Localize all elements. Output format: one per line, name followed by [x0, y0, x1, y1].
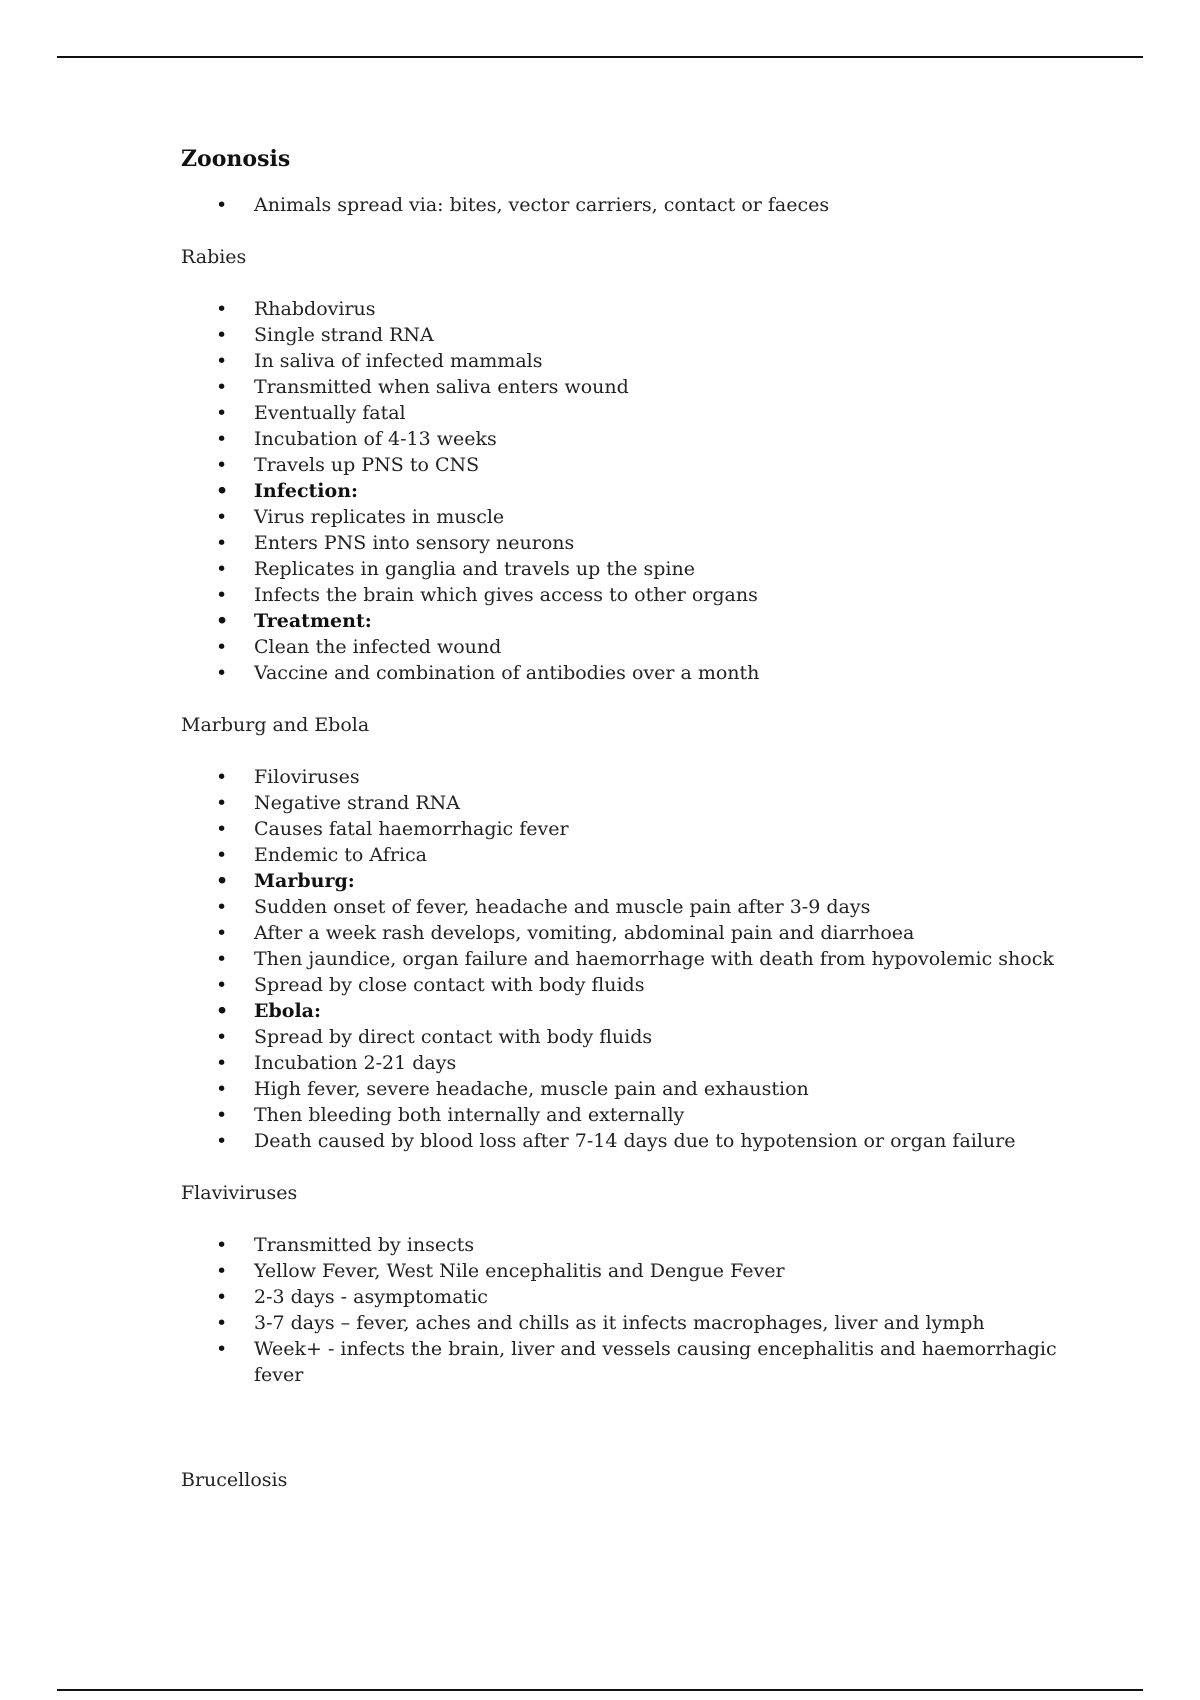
document-title: Zoonosis: [181, 146, 291, 172]
list-item: • Then bleeding both internally and externally: [181, 1102, 1061, 1128]
list-item: • In saliva of infected mammals: [181, 348, 1061, 374]
list-item: • Then jaundice, organ failure and haemorrhage with death from hypovolemic shock: [181, 946, 1061, 972]
list-item: • Sudden onset of fever, headache and muscle pain after 3-9 days: [181, 894, 1061, 920]
section-heading-brucellosis: Brucellosis: [181, 1469, 288, 1491]
list-subheading-infection: • Infection:: [181, 478, 1061, 504]
list-item: • Transmitted by insects: [181, 1232, 1061, 1258]
flaviviruses-list: [181, 1232, 1061, 1388]
list-item: • Causes fatal haemorrhagic fever: [181, 816, 1061, 842]
rabies-list: [181, 296, 1061, 686]
list-item: • Travels up PNS to CNS: [181, 452, 1061, 478]
list-item: • After a week rash develops, vomiting, abdominal pain and diarrhoea: [181, 920, 1061, 946]
list-item: • 3-7 days – fever, aches and chills as it infects macrophages, liver and lymph: [181, 1310, 1061, 1336]
list-item: • Virus replicates in muscle: [181, 504, 1061, 530]
list-item: • Death caused by blood loss after 7-14 days due to hypotension or organ failure: [181, 1128, 1061, 1154]
list-subheading-marburg: • Marburg:: [181, 868, 1061, 894]
marburg-ebola-list: [181, 764, 1061, 1154]
section-heading-rabies: Rabies: [181, 246, 247, 268]
list-item: • Vaccine and combination of antibodies over a month: [181, 660, 1061, 686]
list-item: • Infects the brain which gives access to other organs: [181, 582, 1061, 608]
list-item: • Clean the infected wound: [181, 634, 1061, 660]
list-item: • Animals spread via: bites, vector carriers, contact or faeces: [181, 192, 1061, 218]
list-item: • Replicates in ganglia and travels up the spine: [181, 556, 1061, 582]
footer-rule: [57, 1689, 1143, 1691]
list-item: • Single strand RNA: [181, 322, 1061, 348]
list-item: • 2-3 days - asymptomatic: [181, 1284, 1061, 1310]
list-item: • Yellow Fever, West Nile encephalitis and Dengue Fever: [181, 1258, 1061, 1284]
header-rule: [57, 56, 1143, 58]
list-item: • Rhabdovirus: [181, 296, 1061, 322]
document-body: [181, 142, 1061, 1493]
list-item: • Spread by close contact with body fluids: [181, 972, 1061, 998]
list-item: • Filoviruses: [181, 764, 1061, 790]
list-item: • Transmitted when saliva enters wound: [181, 374, 1061, 400]
list-item: • Enters PNS into sensory neurons: [181, 530, 1061, 556]
list-item: • Spread by direct contact with body fluids: [181, 1024, 1061, 1050]
intro-list: [181, 192, 1061, 218]
list-item: • Eventually fatal: [181, 400, 1061, 426]
list-item: • Endemic to Africa: [181, 842, 1061, 868]
list-item: • Week+ - infects the brain, liver and vessels causing encephalitis and haemorrhagic fever: [181, 1336, 1061, 1388]
list-subheading-ebola: • Ebola:: [181, 998, 1061, 1024]
list-item: • Incubation of 4-13 weeks: [181, 426, 1061, 452]
list-item: • Incubation 2-21 days: [181, 1050, 1061, 1076]
section-heading-flaviviruses: Flaviviruses: [181, 1182, 298, 1204]
list-item: • Negative strand RNA: [181, 790, 1061, 816]
section-heading-marburg-ebola: Marburg and Ebola: [181, 714, 370, 736]
list-subheading-treatment: • Treatment:: [181, 608, 1061, 634]
list-item: • High fever, severe headache, muscle pain and exhaustion: [181, 1076, 1061, 1102]
